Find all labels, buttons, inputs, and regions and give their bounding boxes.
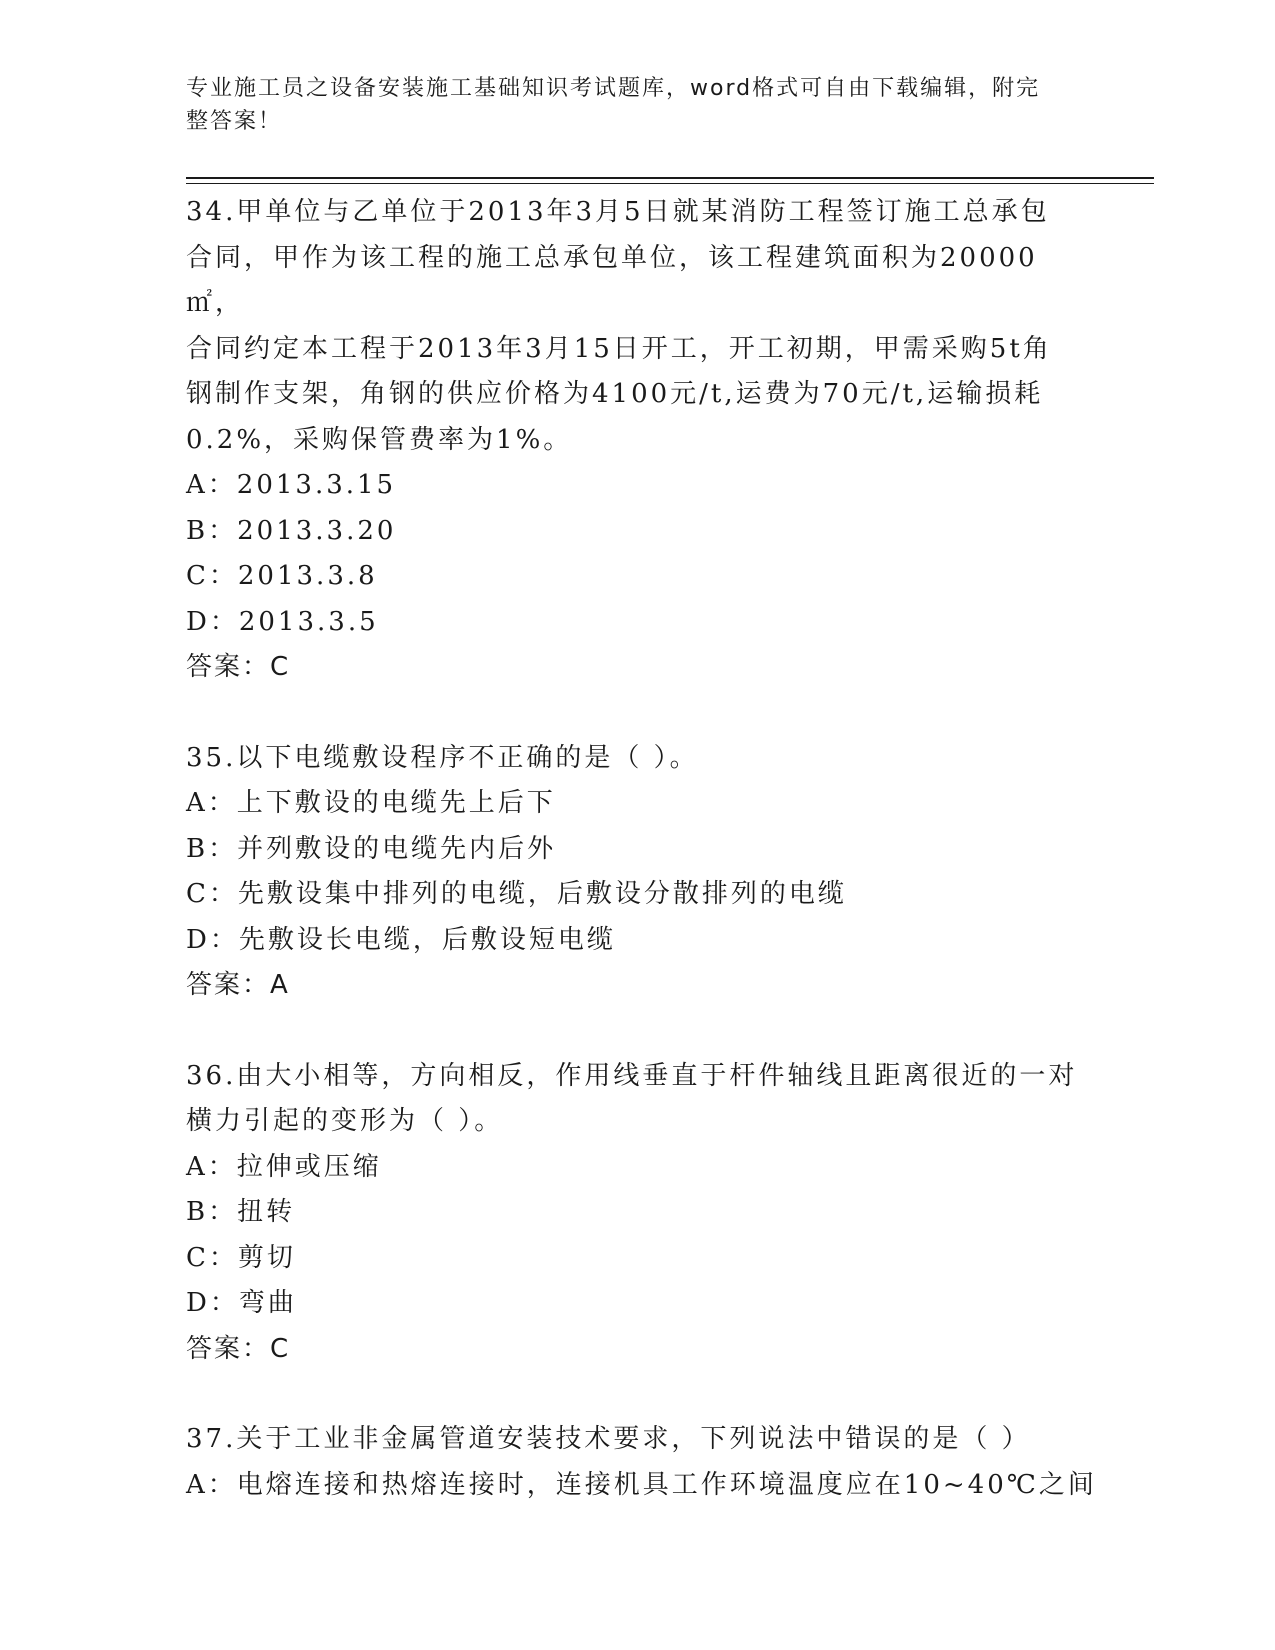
- option-a: A：2013.3.15: [186, 470, 397, 500]
- option-b: B：并列敷设的电缆先内后外: [186, 833, 557, 864]
- question-text-line: 横力引起的变形为（ ）。: [186, 1106, 504, 1136]
- option-b: B：扭转: [186, 1197, 296, 1227]
- question-text-line: 36.由大小相等，方向相反，作用线垂直于杆件轴线且距离很近的一对: [186, 1060, 1078, 1091]
- question-spacer: [186, 1372, 1086, 1417]
- option-c: C：先敷设集中排列的电缆，后敷设分散排列的电缆: [186, 879, 847, 909]
- question-34: [186, 190, 1086, 691]
- option-b: B：2013.3.20: [186, 515, 397, 546]
- option-d: D：弯曲: [186, 1288, 297, 1318]
- question-spacer: [186, 1009, 1086, 1054]
- answer-line: 答案：A: [186, 970, 290, 1000]
- header-divider-thick: [186, 177, 1154, 179]
- option-d: D：先敷设长电缆，后敷设短电缆: [186, 924, 616, 955]
- question-text-line: 合同约定本工程于2013年3月15日开工，开工初期，甲需采购5t角: [186, 333, 1052, 364]
- answer-line: 答案：C: [186, 652, 291, 682]
- question-36: [186, 1054, 1086, 1373]
- option-c: C：剪切: [186, 1242, 296, 1273]
- header-divider-thin: [186, 183, 1154, 184]
- question-text-line: 合同，甲作为该工程的施工总承包单位，该工程建筑面积为20000㎡，: [186, 242, 1038, 318]
- question-35: [186, 736, 1086, 1009]
- option-a: A：上下敷设的电缆先上后下: [186, 788, 556, 818]
- question-spacer: [186, 691, 1086, 736]
- header-line-2: 整答案！: [186, 109, 283, 134]
- question-list: [186, 190, 1097, 1508]
- question-text-line: 钢制作支架，角钢的供应价格为4100元/t,运费为70元/t,运输损耗: [186, 379, 1044, 409]
- option-c: C：2013.3.8: [186, 561, 378, 591]
- document-header: [186, 72, 1066, 138]
- question-text-line: 35.以下电缆敷设程序不正确的是（ ）。: [186, 742, 699, 773]
- answer-line: 答案：C: [186, 1333, 291, 1364]
- question-text-line: 34.甲单位与乙单位于2013年3月5日就某消防工程签订施工总承包: [186, 197, 1050, 227]
- question-37: [186, 1417, 1097, 1508]
- header-line-1: 专业施工员之设备安装施工基础知识考试题库，word格式可自由下载编辑，附完: [186, 76, 1041, 101]
- option-a: A：电熔连接和热熔连接时，连接机具工作环境温度应在10~40℃之间: [186, 1469, 1097, 1500]
- option-a: A：拉伸或压缩: [186, 1151, 382, 1182]
- question-text-line: 37.关于工业非金属管道安装技术要求，下列说法中错误的是（ ）: [186, 1424, 1031, 1454]
- question-text-line: 0.2%，采购保管费率为1%。: [186, 424, 573, 455]
- option-d: D：2013.3.5: [186, 606, 379, 637]
